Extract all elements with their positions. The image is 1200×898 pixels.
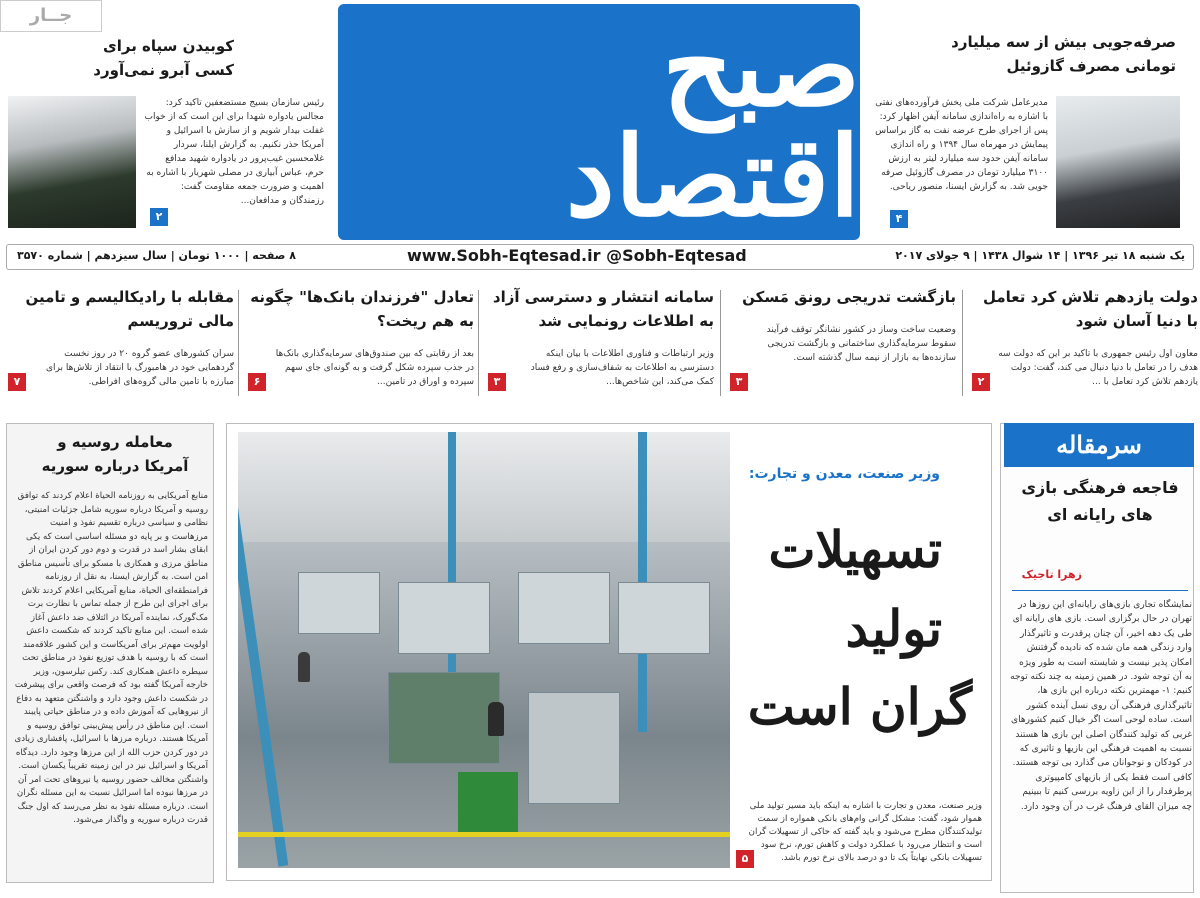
main-story-page-badge: ۵ (736, 850, 754, 868)
main-story-kicker: وزیر صنعت، معدن و تجارت: (748, 466, 940, 482)
headline-item (248, 285, 474, 400)
headline-body: معاون اول رئیس جمهوری با تاکید بر این که دولت سه هدف را در تعامل با دنیا دنبال می کند، گفت: دولت یازدهم تلاش کرد تعامل با ... (998, 349, 1198, 387)
headline-item (488, 285, 714, 400)
machine (528, 692, 620, 804)
factory-photo (238, 432, 730, 868)
top-right-photo (1056, 96, 1180, 228)
top-left-title: کوبیدن سپاه برای کسی آبرو نمی‌آورد (93, 37, 234, 79)
editorial-author: زهرا تاجیک (1021, 568, 1082, 581)
top-left-photo (8, 96, 136, 228)
machine (518, 572, 610, 644)
roof-structure (238, 432, 730, 542)
column-divider (478, 290, 479, 396)
machine (398, 582, 490, 654)
top-right-body: مدیرعامل شرکت ملی پخش فرآورده‌های نفتی با اشاره به راه‌اندازی سامانه آیفن اظهار کرد: پس از اجرای طرح عرضه نفت به گاز براساس پیمایش در مهرماه سال ۱۳۹۴ و راه اندازی سامانه آیفن حدود سه میلیارد لیتر به ارزش ۳۱۰۰ میلیارد تومان در مصرف گازوئیل صرفه جویی شد. به گزارش ایسنا، منصور ریاحی. (875, 98, 1048, 192)
editorial-body: نمایشگاه تجاری بازی‌های رایانه‌ای این روزها در تهران در حال برگزاری است. بازی های رایانه ای طی یک دهه اخیر، آن چنان پرقدرت و تاثیرگذار وارد زندگی همه مان شده که نادیده گرفتنش امکان پذیر نیست و شایسته است به طور ویژه به آن توجه شود. در همین زمینه به چند نکته توجه کنیم: ۱- مهمترین نکته درباره این بازی ها، تاثیرگذاری فرهنگی آن روی نسل آینده کشور است. ساده لوحی است اگر خیال کنیم کشورهای غربی که تولید کنندگان اصلی این بازی ها هستند نسبت به اهمیت فرهنگی این بازیها و تاثیری که در کودکان و نوجوانان می گذارد بی توجه هستند. کافی است فقط یکی از بازیهای کامپیوتری پرطرفدار را از این زاویه بررسی کنیم تا ببینیم چه میزان القای فرهنگ غرب در آن وجود دارد. (1010, 600, 1192, 812)
top-left-page-badge: ۲ (150, 208, 168, 226)
worker (298, 652, 310, 682)
headline-body: وضعیت ساخت وساز در کشور نشانگر توقف فرآیند سقوط سرمایه‌گذاری ساختمانی و بازگشت تدریجی سازنده‌ها به بازار از نیمه سال گذشته است. (766, 325, 956, 363)
main-headline-line-3: گران است (747, 677, 972, 736)
headline-page-badge: ۷ (8, 373, 26, 391)
website-handle: www.Sobh-Eqtesad.ir @Sobh-Eqtesad (407, 246, 747, 265)
main-headline-line-2: تولید (845, 599, 942, 658)
issue-info: ۸ صفحه | ۱۰۰۰ تومان | سال سیزدهم | شماره ۳۵۷۰ (17, 249, 296, 262)
masthead (338, 4, 860, 240)
left-story-body: منابع آمریکایی به روزنامه الحیاة اعلام کردند که توافق روسیه و آمریکا درباره سوریه شامل جزئیات امنیتی، نظامی و سیاسی درباره تقسیم نفوذ و امنیت مرزهاست و بر پایه دو مسئله اساسی است که یکی ابقای بشار اسد در قدرت و دوم دور کردن ایران از مناطق مرزی و همکاری با مسکو برای تأسیس مناطق امن است. به گزارش ایسنا، به نقل از روزنامه فرامنطقه‌ای الحیاة، منابع آمریکایی اعلام کردند تلاش برای اجرای این طرح از جمله تماس با نظارت برت مک‌گورک، نماینده آمریکا در ائتلاف ضد داعش آغاز شده است. این منابع تاکید کردند که شکست داعش اولویت مهم‌تر برای آمریکاست و این کشور علاقه‌مند است که با روسیه با هدف توزیع نفوذ در مناطق تحت سیطره داعش همکاری کند. رکس تیلرسون، وزیر خارجه آمریکا گفته بود که فرصت واقعی برای پیشرفت در شکست داعش وجود دارد و واشنگتن متعهد به دفاع از نیروهایی که آموزش داده و در مناطق حیاتی پایبند است. این مناطق در رأس پیش‌بینی توافق روسیه و آمریکا هستند. درباره مرزها با اسرائیل، پافشاری زیادی در دور کردن حزب الله از این مرزها وجود دارد. دیدگاه آمریکا و اسرائیل نیز در این زمینه تقریباً یکسان است. واشنگتن مخالف حضور روسیه یا نیروهای تحت امر آن در مرزها نبوده اما اسرائیل نسبت به این مسئله نگران است. درباره مسئله نفوذ به نظر می‌رسد که اول جنگ قدرت درباره سوریه و واگذار می‌شود. (14, 491, 208, 825)
headline-body: وزیر ارتباطات و فناوری اطلاعات با بیان اینکه دسترسی به اطلاعات به شفاف‌سازی و رفع فساد کمک می‌کند، این شاخص‌ها... (530, 349, 714, 387)
headline-page-badge: ۳ (488, 373, 506, 391)
main-headline-line-1: تسهیلات (768, 520, 942, 579)
main-story-body: وزیر صنعت، معدن و تجارت با اشاره به اینکه باید مسیر تولید ملی هموار شود، گفت: مشکل گرانی وام‌های بانکی همواره از سمت تولیدکنندگان مطرح می‌شود و باید گفته که حاکی از تسهیلات گران است و انتظار می‌رود با عملکرد دولت و کاهش تورم، نرخ سود تسهیلات بانکی نهایتاً یک تا دو درصد بالای نرخ تورم باشد. (748, 801, 982, 863)
headline-page-badge: ۲ (972, 373, 990, 391)
left-story-title: معامله روسیه و آمریکا درباره سوریه (41, 433, 189, 475)
column-divider (238, 290, 239, 396)
green-crates (458, 772, 518, 832)
machine (618, 582, 710, 654)
floor-safety-line (238, 832, 730, 837)
editorial-banner: سرمقاله (1004, 423, 1194, 467)
headline-title: سامانه انتشار و دسترسی آزاد به اطلاعات رونمایی شد (492, 288, 714, 330)
headline-page-badge: ۳ (730, 373, 748, 391)
date-info-bar (6, 244, 1194, 270)
headline-item (972, 285, 1198, 400)
machine (298, 572, 380, 634)
machine (388, 672, 500, 764)
headline-item (8, 285, 234, 400)
headline-body: بعد از رقابتی که بین صندوق‌های سرمایه‌گذاری بانک‌ها در جذب سپرده شکل گرفت و به گونه‌ای جای سهم سپرده و اوراق در تامین... (275, 349, 474, 387)
watermark-stamp: جــار (0, 0, 102, 32)
worker (488, 702, 504, 736)
editorial-title: فاجعه فرهنگی بازی های رایانه ای (1021, 478, 1179, 524)
top-right-page-badge: ۴ (890, 210, 908, 228)
column-divider (720, 290, 721, 396)
headline-title: بازگشت تدریجی رونق مَسکن (742, 288, 956, 306)
top-left-body: رئیس سازمان بسیج مستضعفین تاکید کرد: مجالس یادواره شهدا برای این است که از خواب غفلت بیدار شویم و از سازش با اسرائیل و آمریکا حذر نکنیم. به گزارش ایلنا، سردار غلامحسین غیب‌پرور در یادواره شهید مدافع حرم، عباس آبیاری در مصلی شهریار با اشاره به اهمیت و ضرورت جمعه مقاومت گفت: رزمندگان و مدافعان... (144, 98, 324, 206)
headline-page-badge: ۶ (248, 373, 266, 391)
column-divider (962, 290, 963, 396)
headline-title: مقابله با رادیکالیسم و تامین مالی تروریسم (25, 288, 234, 330)
top-right-title: صرفه‌جویی بیش از سه میلیارد تومانی مصرف گازوئیل (951, 33, 1176, 75)
headline-body: سران کشورهای عضو گروه ۲۰ در روز نخست گردهمایی خود در هامبورگ با انتقاد از تلاش‌ها برای مبارزه با تامین مالی گروه‌های افراطی. (46, 349, 234, 387)
headline-title: دولت یازدهم تلاش کرد تعامل با دنیا آسان شود (982, 288, 1198, 330)
author-divider (1012, 590, 1188, 591)
publication-date: یک شنبه ۱۸ تیر ۱۳۹۶ | ۱۴ شوال ۱۴۳۸ | ۹ جولای ۲۰۱۷ (895, 249, 1185, 262)
newspaper-name: صبح اقتصاد (565, 2, 860, 241)
headline-title: تعادل "فرزندان بانک‌ها" چگونه به هم ریخت؟ (250, 288, 474, 330)
headline-item (730, 285, 956, 400)
